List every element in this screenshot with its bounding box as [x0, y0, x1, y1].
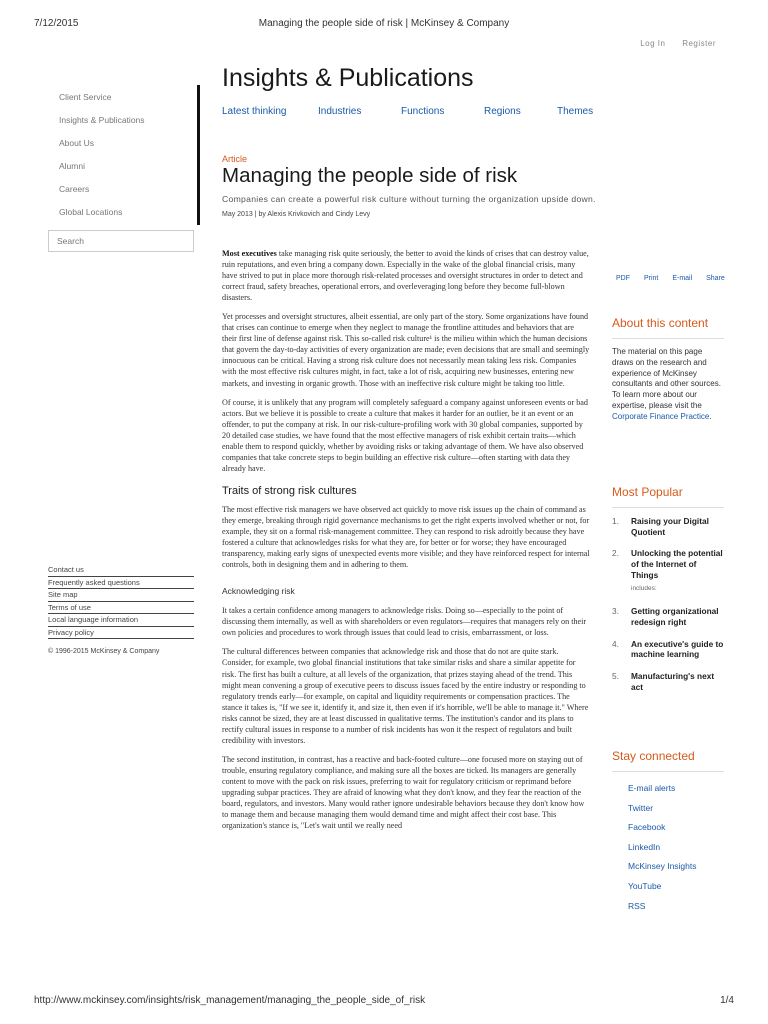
paragraph: Most executives take managing risk quite seriously, the better to avoid the kinds of crises that can destroy value, ruin reputations, and even bring a company down. Especially in the wake of the global financial crisis, many have strived to put in place more thorough risk-related processes and oversight structures in order to detect and correct fraud, safety breaches, operational errors, and overleveraging long before they become full-blown disasters.	[222, 249, 589, 303]
left-navigation	[48, 86, 198, 252]
paragraph: The cultural differences between companies that acknowledge risk and those that do not are quite stark. Consider, for example, two global financial institutions that take similar risks and share a similar appetite for risk. The first has built a culture, at all levels of the organization, that prizes staying ahead of the trend. This might mean convening a group of executive peers to discuss issues faced by the entire industry or responding to regulatory trends early—for example, on capital and liquidity requirements or compensation practices. The stance it takes is, "If we see it, identify it, and size it, then even if it's horrible, we'll be able to manage it." Where risks cannot be sized, they are at least discussed in qualitative terms. The institution's candor and its plans to rectify cultural issues in response to a number of risk incidents has won it the respect of regulators and built credibility with investors.	[222, 647, 589, 745]
popular-link[interactable]: Unlocking the potential of the Internet of Things	[631, 548, 723, 580]
facebook-link[interactable]: Facebook	[628, 822, 666, 833]
print-page-number: 1/4	[720, 995, 734, 1006]
nav-item-alumni[interactable]: Alumni	[59, 161, 85, 171]
footer-link-site-map[interactable]: Site map	[48, 589, 194, 602]
list-item: 2. Unlocking the potential of the Internet of Things	[612, 548, 723, 580]
nav-divider	[197, 85, 200, 225]
share-link[interactable]: Share	[706, 275, 725, 282]
tab-themes[interactable]: Themes	[557, 106, 594, 117]
list-item: 3. Getting organizational redesign right	[612, 606, 724, 627]
youtube-link[interactable]: YouTube	[628, 880, 662, 891]
subheading-acknowledging: Acknowledging risk	[222, 586, 295, 597]
twitter-link[interactable]: Twitter	[628, 802, 654, 813]
nav-item-client-service[interactable]: Client Service	[59, 92, 112, 102]
article-subtitle: Companies can create a powerful risk culture without turning the organization upside down.	[222, 194, 596, 204]
connected-heading: Stay connected	[612, 749, 724, 772]
print-page-title: Managing the people side of risk | McKinsey & Company	[258, 18, 510, 29]
list-item: 5. Manufacturing's next act	[612, 671, 724, 692]
stay-connected	[612, 749, 724, 917]
mckinsey-insights-link[interactable]: McKinsey Insights	[628, 861, 697, 872]
footer-link-faq[interactable]: Frequently asked questions	[48, 577, 194, 590]
nav-item-insights[interactable]: Insights & Publications	[59, 115, 145, 125]
about-content-box	[612, 316, 724, 423]
subheading-traits: Traits of strong risk cultures	[222, 484, 357, 497]
paragraph: It takes a certain confidence among managers to acknowledge risks. Doing so—especially to the point of discussing them internally, as well as with shareholders or even regulators—requires that managers rely on their own policies and procedures to work through issues that could lead to crisis, embarrassment, or loss.	[222, 606, 587, 638]
popular-heading: Most Popular	[612, 485, 724, 508]
article-body	[222, 248, 590, 839]
footer-link-terms[interactable]: Terms of use	[48, 602, 194, 615]
linkedin-link[interactable]: LinkedIn	[628, 841, 661, 852]
lead-in: Most executives	[222, 249, 277, 258]
article-label: Article	[222, 154, 248, 164]
print-link[interactable]: Print	[643, 275, 659, 282]
nav-item-about-us[interactable]: About Us	[59, 138, 94, 148]
search-input[interactable]	[48, 230, 194, 252]
email-link[interactable]: E-mail	[672, 275, 693, 282]
section-title: Insights & Publications	[222, 64, 474, 92]
popular-link[interactable]: Manufacturing's next act	[631, 671, 715, 692]
print-date: 7/12/2015	[34, 18, 79, 29]
popular-link[interactable]: An executive's guide to machine learning	[631, 638, 724, 660]
article-byline: May 2013 | by Alexis Krivkovich and Cindy Levy	[222, 211, 371, 218]
nav-item-global-locations[interactable]: Global Locations	[59, 207, 123, 217]
pdf-link[interactable]: PDF	[616, 275, 630, 282]
tab-regions[interactable]: Regions	[484, 106, 521, 117]
login-link[interactable]: Log In	[640, 39, 666, 48]
paragraph: The most effective risk managers we have observed act quickly to move risk issues up the chain of command as they emerge, breaking through rigid governance mechanisms to get the right experts involved whether or not, for example, they sit on a formal risk-management committee. They can respond to risk adroitly because they have fostered a culture that acknowledges risks for what they are, for better or for worse; they have encouraged transparency, making early signs of unexpected events more visible; and they have reinforced respect for internal controls, both in designing them and in adhering to them.	[222, 504, 590, 570]
list-item: 4. An executive's guide to machine learning	[612, 638, 724, 660]
tab-latest-thinking[interactable]: Latest thinking	[222, 106, 287, 117]
includes-label: includes:	[631, 584, 657, 592]
register-link[interactable]: Register	[682, 39, 716, 48]
paragraph: Yet processes and oversight structures, albeit essential, are only part of the story. Some organizations have found that crises can continue to emerge when they neglect to manage the frontline attitudes and behaviors that are their first line of defense against risk. This so-called risk culture¹ is the milieu within which the human decisions that govern the day-to-day activities of every organization are made; even decisions that are small and seemingly innocuous can be critical. Having a strong risk culture does not necessarily mean taking less risk. Companies with the most effective risk cultures might, in fact, take a lot of risk, acquiring new businesses, entering new markets, and investing in organic growth. Those with an ineffective risk culture might be taking too little.	[222, 312, 590, 388]
popular-list	[612, 516, 724, 692]
about-heading: About this content	[612, 316, 724, 339]
list-item: 1. Raising your Digital Quotient	[612, 516, 724, 537]
most-popular	[612, 485, 724, 703]
email-alerts-link[interactable]: E-mail alerts	[628, 783, 676, 793]
footer-link-privacy[interactable]: Privacy policy	[48, 627, 194, 640]
print-url: http://www.mckinsey.com/insights/risk_management/managing_the_people_side_of_risk	[34, 995, 426, 1006]
account-links	[626, 39, 716, 48]
rss-link[interactable]: RSS	[628, 900, 646, 911]
tab-industries[interactable]: Industries	[318, 106, 362, 117]
footer-link-local-language[interactable]: Local language information	[48, 614, 194, 627]
footer-links	[48, 564, 194, 655]
popular-link[interactable]: Getting organizational redesign right	[631, 606, 719, 627]
corporate-finance-link[interactable]: Corporate Finance Practice	[612, 411, 710, 421]
copyright: © 1996-2015 McKinsey & Company	[48, 648, 160, 655]
popular-link[interactable]: Raising your Digital Quotient	[631, 516, 709, 537]
about-text: The material on this page draws on the research and experience of McKinsey consultants and other sources. To learn more about our expertise, please visit the Corporate Finance Practice.	[612, 347, 721, 421]
footer-link-contact[interactable]: Contact us	[48, 564, 194, 577]
paragraph: The second institution, in contrast, has a reactive and back-footed culture—one focused more on staying out of trouble, ensuring regulatory compliance, and making sure all the boxes are ticked. Its managers are generally content to move with the pack on risk issues, preferring to wait for regulatory criticism or reprimand before upgrading subpar practices. They are afraid of knowing what they don't know, and they fear the reaction of the board, regulators, and investors. Many would rather ignore undesirable behaviors because they don't know how to manage them and because managing them would demand time and might affect their cost base. This organization's stance is, "Let's wait until we really need	[222, 754, 585, 831]
paragraph: Of course, it is unlikely that any program will completely safeguard a company against unforeseen events or bad actors. But we believe it is possible to create a culture that makes it harder for an outlier, be it an event or an offender, to put the company at risk. In our risk-culture-profiling work with 30 global companies, supported by 20 detailed case studies, we have found that the most effective managers of risk exhibit certain traits—which enable them to respond quickly, whether by avoiding risks or taking advantage of them. We have also observed companies that take concrete steps to begin building an effective risk culture—often starting with data they already have.	[222, 397, 588, 473]
tab-functions[interactable]: Functions	[401, 106, 445, 117]
share-tools	[616, 275, 737, 282]
nav-item-careers[interactable]: Careers	[59, 184, 90, 194]
article-title: Managing the people side of risk	[222, 164, 518, 187]
